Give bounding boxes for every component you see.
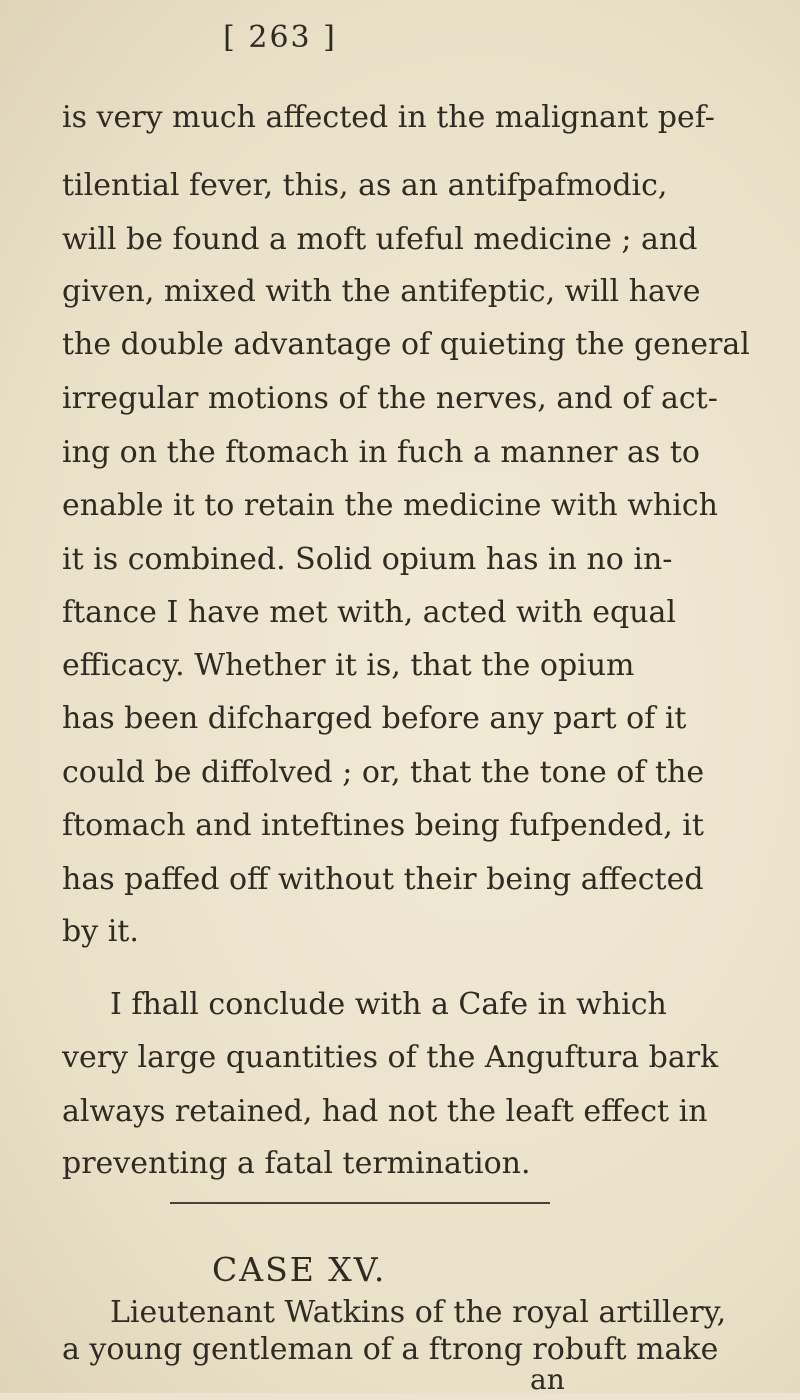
text-line: the double advantage of quieting the general (62, 327, 750, 362)
text-line: will be found a moft ufeful medicine ; and (62, 222, 698, 257)
text-line: Lieutenant Watkins of the royal artillery, (110, 1295, 727, 1330)
text-line: a young gentleman of a ftrong robuft make (62, 1332, 719, 1367)
text-line: enable it to retain the medicine with which (62, 488, 718, 523)
case-heading: CASE XV. (212, 1250, 387, 1289)
text-line: I fhall conclude with a Cafe in which (110, 987, 667, 1022)
catchword: an (530, 1363, 565, 1396)
text-line: tilential fever, this, as an antifpafmodic, (62, 168, 668, 203)
text-line: irregular motions of the nerves, and of act- (62, 381, 718, 416)
text-line: has been difcharged before any part of it (62, 701, 687, 736)
text-line: preventing a fatal termination. (62, 1146, 531, 1181)
text-line: ftomach and inteftines being fufpended, it (62, 808, 704, 843)
text-line: given, mixed with the antifeptic, will have (62, 274, 701, 309)
page-number: [ 263 ] (223, 20, 337, 55)
text-line: ftance I have met with, acted with equal (62, 595, 676, 630)
text-line: very large quantities of the Anguftura bark (62, 1040, 719, 1075)
text-line: is very much affected in the malignant pef- (62, 100, 715, 135)
text-line: always retained, had not the leaft effect in (62, 1094, 708, 1129)
section-divider-rule (170, 1202, 550, 1204)
text-line: ing on the ftomach in fuch a manner as to (62, 435, 700, 470)
text-line: efficacy. Whether it is, that the opium (62, 648, 635, 683)
text-line: it is combined. Solid opium has in no in- (62, 542, 673, 577)
text-line: has paffed off without their being affected (62, 862, 704, 897)
text-line: could be diffolved ; or, that the tone of the (62, 755, 705, 790)
text-line: by it. (62, 914, 139, 949)
